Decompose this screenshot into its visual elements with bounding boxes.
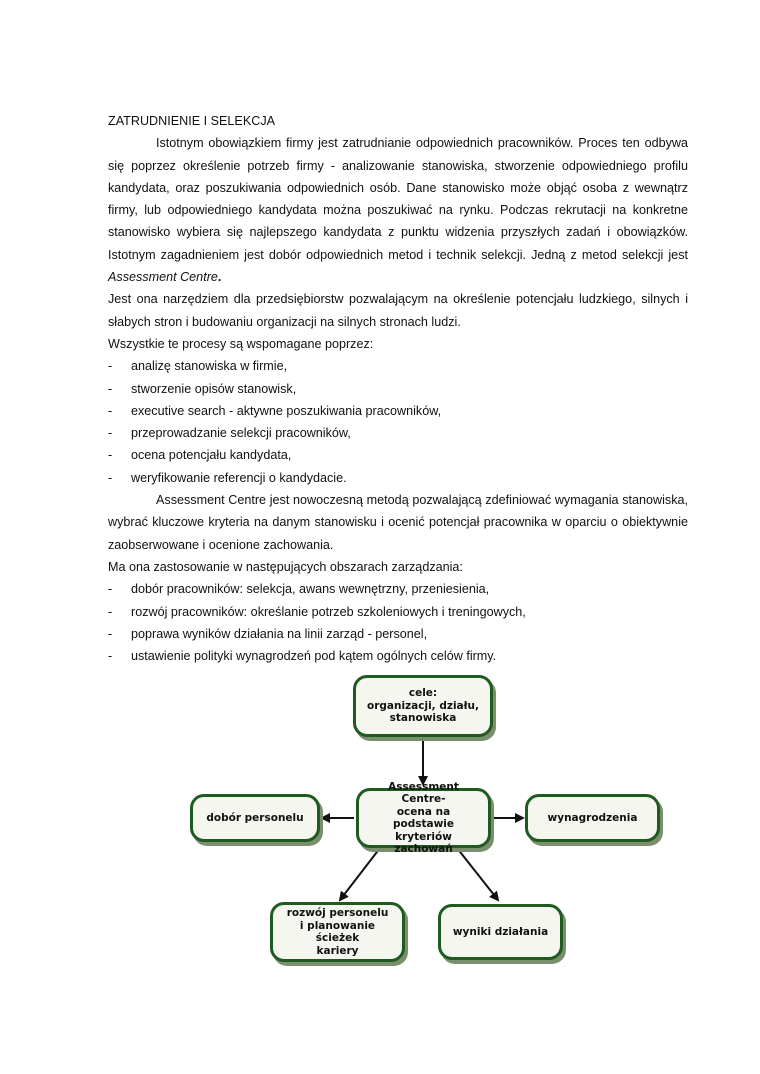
list-marker: - [108,626,113,641]
list-item: - dobór pracowników: selekcja, awans wewnętrzny, przeniesienia, [108,578,688,600]
paragraph-intro-end: . [217,270,222,285]
paragraph-intro [108,132,688,288]
document-body [108,110,688,667]
list-marker: - [108,604,113,619]
list-marker: - [108,649,113,664]
assessment-centre-term: Assessment Centre [108,270,218,285]
paragraph-ac-definition: Assessment Centre jest nowoczesną metodą pozwalającą zdefiniować wymagania stanowiska, wybrać kluczowe kryteria na danym stanowisku i ocenić potencjał pracownika w oparciu o obiektywnie zaobserwowane i ocenione zachowania. [108,493,688,552]
list-item: - poprawa wyników działania na linii zarząd - personel, [108,623,688,645]
list-marker: - [108,582,113,597]
node-staff-development: rozwój personelu i planowanie ścieżek kariery [270,902,405,962]
paragraph-processes: Wszystkie te procesy są wspomagane poprzez: [108,336,374,351]
list-marker: - [108,448,113,463]
list-marker: - [108,381,113,396]
list-item: - weryfikowanie referencji o kandydacie. [108,467,688,489]
assessment-centre-diagram [180,672,680,972]
application-list [108,578,688,667]
list-item: - stworzenie opisów stanowisk, [108,378,688,400]
list-marker: - [108,426,113,441]
list-item: - ustawienie polityki wynagrodzeń pod kątem ogólnych celów firmy. [108,645,688,667]
list-item: - analizę stanowiska w firmie, [108,355,688,377]
section-heading: ZATRUDNIENIE I SELEKCJA [108,114,276,128]
node-staff-selection: dobór personelu [190,794,320,842]
list-item: - rozwój pracowników: określanie potrzeb szkoleniowych i treningowych, [108,601,688,623]
node-assessment-centre: Assessment Centre- ocena na podstawie kryteriów zachowań [356,788,491,848]
list-marker: - [108,403,113,418]
node-remuneration: wynagrodzenia [525,794,660,842]
arrow-center-to-bottom-right [457,848,498,900]
paragraph-intro-text: Istotnym obowiązkiem firmy jest zatrudnianie odpowiednich pracowników. Proces ten odbywa się poprzez określenie potrzeb firmy - analizowanie stanowiska, stworzenie odpowiedniego profilu kandydata, oraz poszukiwania odpowiednich osób. Dane stanowisko może objąć osoba z wewnątrz firmy, lub odpowiedniego kandydata można poszukiwać na rynku. Podczas rekrutacji na konkretne stanowisko wybiera się najlepszego kandydata z punktu widzenia przyszłych zadań i obowiązków. Istotnym zagadnieniem jest dobór odpowiednich metod i technik selekcji. Jedną z metod selekcji jest [108,136,688,262]
list-item: - executive search - aktywne poszukiwania pracowników, [108,400,688,422]
paragraph-application: Ma ona zastosowanie w następujących obszarach zarządzania: [108,559,463,574]
node-goals: cele: organizacji, działu, stanowiska [353,675,493,737]
paragraph-tool: Jest ona narzędziem dla przedsiębiorstw pozwalającym na określenie potencjału ludzkiego, silnych i słabych stron i budowaniu organizacji na silnych stronach ludzi. [108,292,688,329]
process-list [108,355,688,489]
list-marker: - [108,470,113,485]
arrow-center-to-bottom-left [340,848,380,900]
list-item: - przeprowadzanie selekcji pracowników, [108,422,688,444]
list-marker: - [108,359,113,374]
list-item: - ocena potencjału kandydata, [108,444,688,466]
node-performance-results: wyniki działania [438,904,563,960]
